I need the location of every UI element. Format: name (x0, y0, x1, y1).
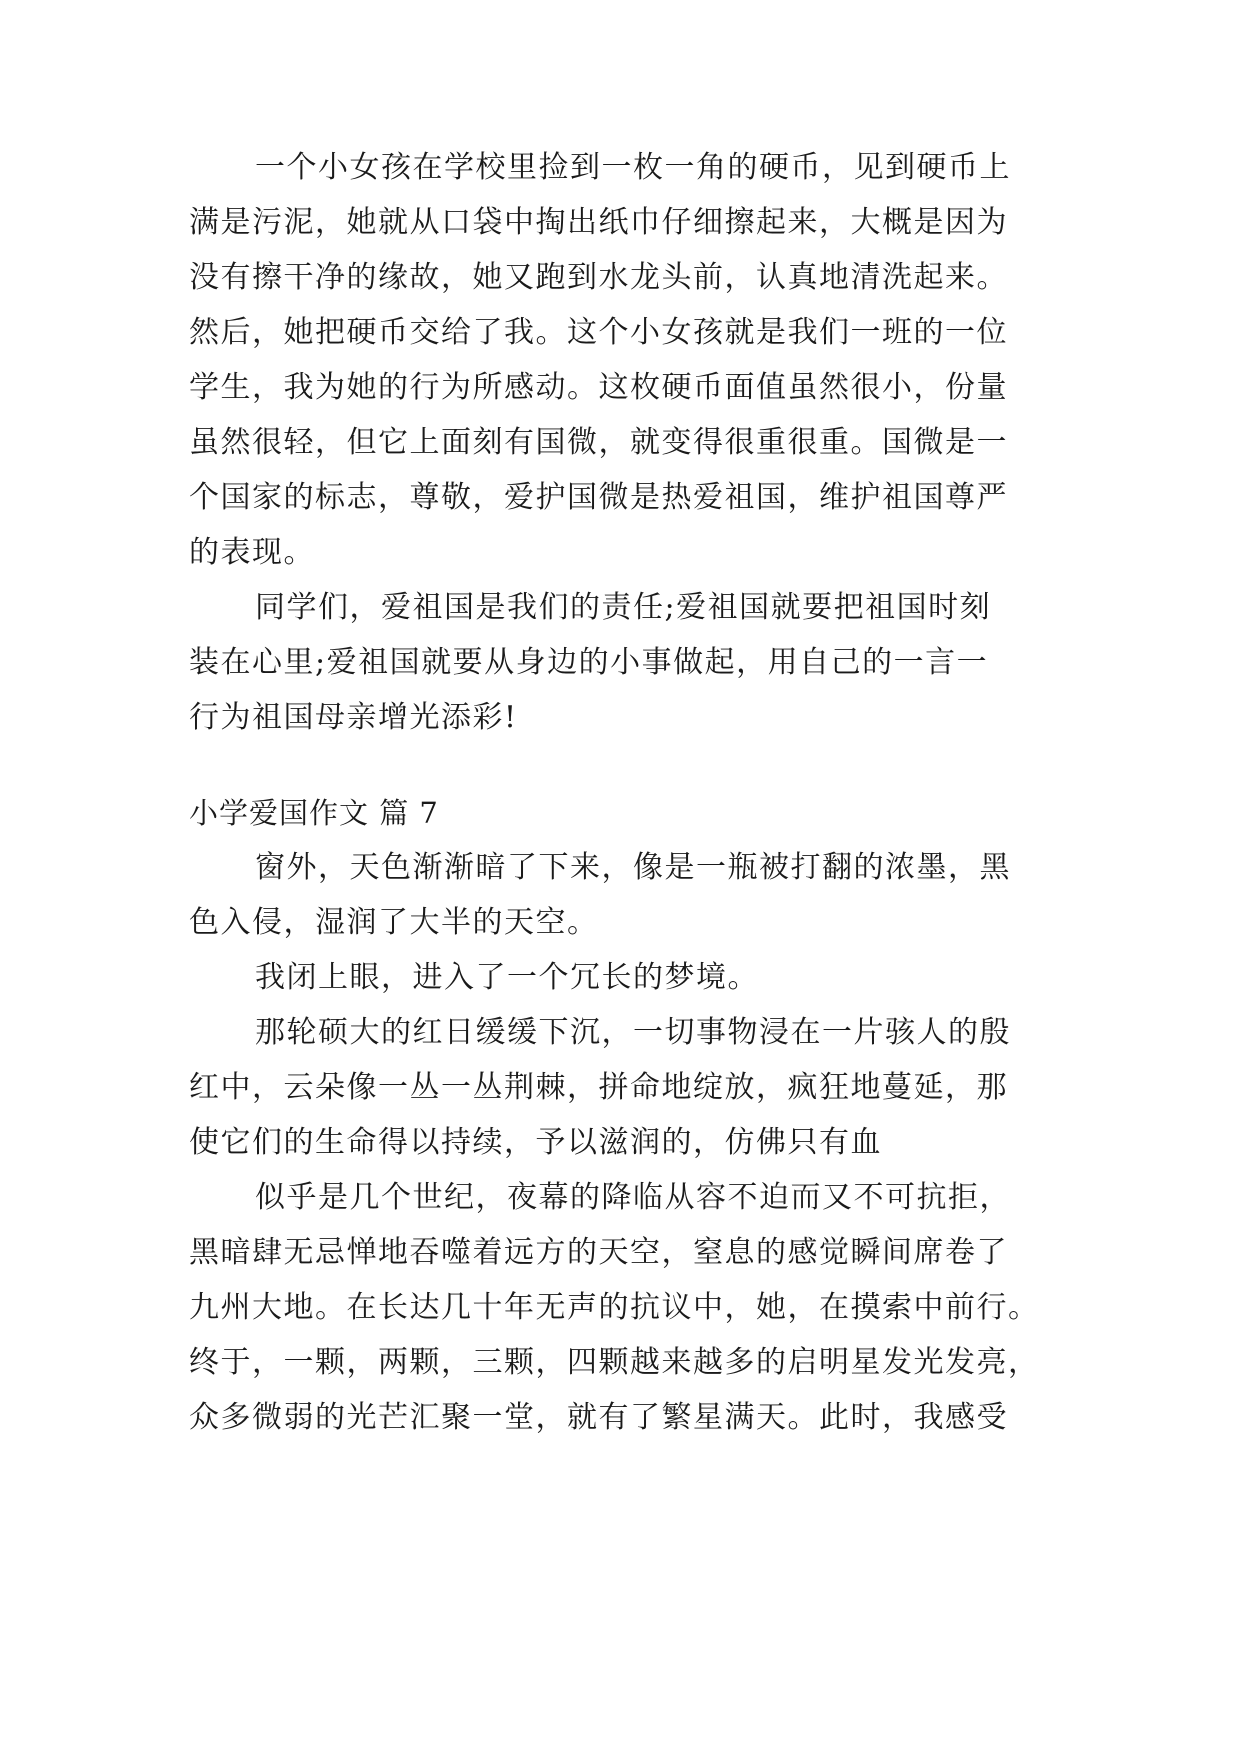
text-line: 学生，我为她的行为所感动。这枚硬币面值虽然很小，份量 (189, 370, 1008, 405)
text-line: 同学们，爱祖国是我们的责任;爱祖国就要把祖国时刻 (255, 590, 992, 625)
text-line: 众多微弱的光芒汇聚一堂，就有了繁星满天。此时，我感受 (189, 1400, 1008, 1435)
text-line: 终于，一颗，两颗，三颗，四颗越来越多的启明星发光发亮， (189, 1345, 1040, 1380)
text-line: 那轮硕大的红日缓缓下沉，一切事物浸在一片骇人的殷 (255, 1015, 1011, 1050)
text-line: 似乎是几个世纪，夜幕的降临从容不迫而又不可抗拒， (255, 1180, 1011, 1215)
text-line: 行为祖国母亲增光添彩! (189, 700, 518, 735)
text-line: 窗外，天色渐渐暗了下来，像是一瓶被打翻的浓墨，黑 (255, 850, 1011, 885)
text-line: 使它们的生命得以持续，予以滋润的，仿佛只有血 (189, 1125, 882, 1160)
text-line: 满是污泥，她就从口袋中掏出纸巾仔细擦起来，大概是因为 (189, 205, 1008, 240)
text-line: 的表现。 (189, 535, 315, 570)
text-line: 九州大地。在长达几十年无声的抗议中，她，在摸索中前行。 (189, 1290, 1040, 1325)
text-line: 一个小女孩在学校里捡到一枚一角的硬币，见到硬币上 (255, 150, 1011, 185)
text-line: 装在心里;爱祖国就要从身边的小事做起，用自己的一言一 (189, 645, 989, 680)
text-line: 虽然很轻，但它上面刻有国微，就变得很重很重。国微是一 (189, 425, 1008, 460)
text-line: 色入侵，湿润了大半的天空。 (189, 905, 599, 940)
text-line: 红中，云朵像一丛一丛荆棘，拼命地绽放，疯狂地蔓延，那 (189, 1070, 1008, 1105)
text-line: 没有擦干净的缘故，她又跑到水龙头前，认真地清洗起来。 (189, 260, 1008, 295)
text-line: 我闭上眼，进入了一个冗长的梦境。 (255, 960, 759, 995)
section-heading: 小学爱国作文 篇 7 (189, 796, 439, 830)
text-line: 然后，她把硬币交给了我。这个小女孩就是我们一班的一位 (189, 315, 1008, 350)
text-line: 黑暗肆无忌惮地吞噬着远方的天空，窒息的感觉瞬间席卷了 (189, 1235, 1008, 1270)
text-line: 个国家的标志，尊敬，爱护国微是热爱祖国，维护祖国尊严 (189, 480, 1008, 515)
